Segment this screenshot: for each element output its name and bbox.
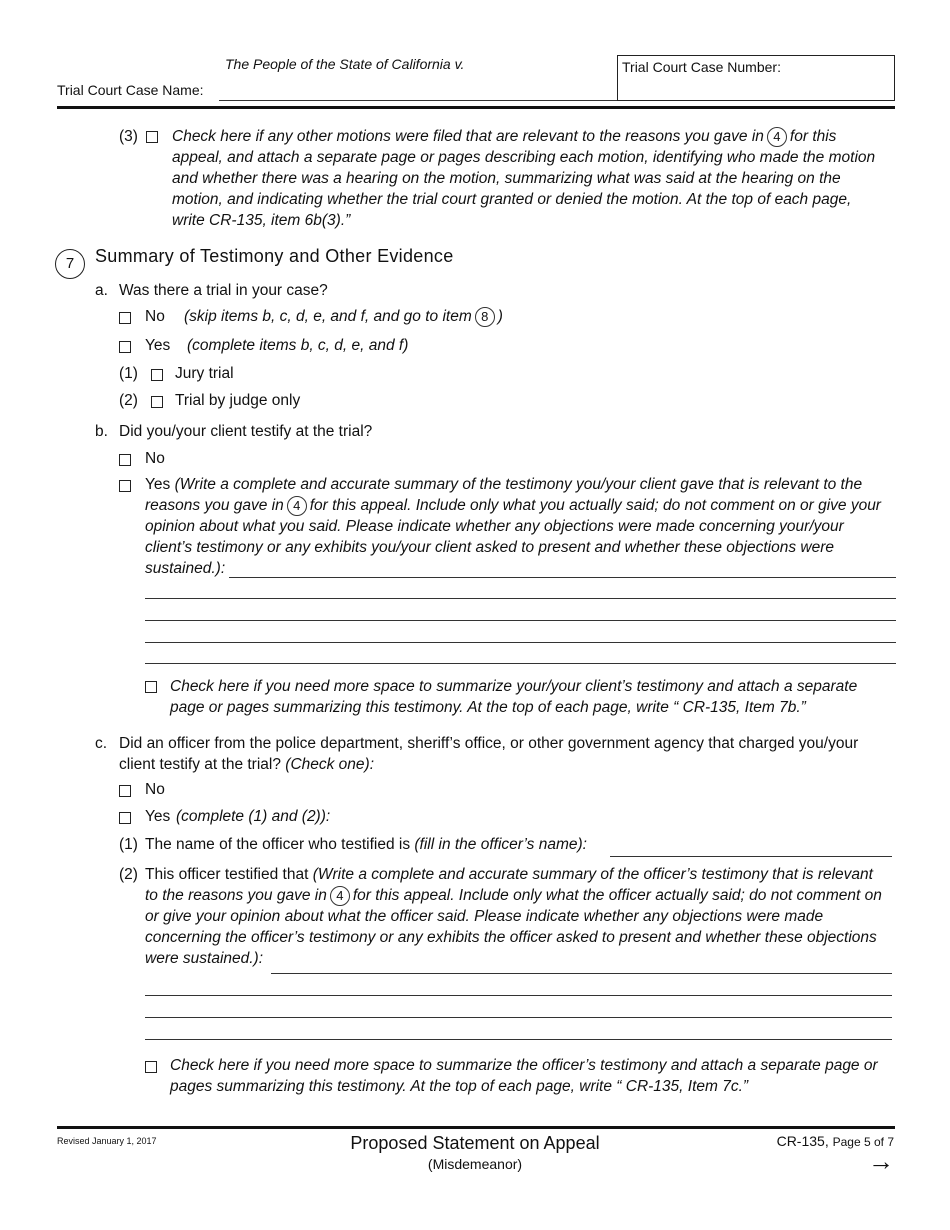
item-4-reference: 4 — [330, 886, 350, 906]
item-7c-more-space-checkbox[interactable] — [145, 1061, 157, 1073]
item-6b3-checkbox[interactable] — [146, 131, 158, 143]
item-7a-question: Was there a trial in your case? — [119, 282, 328, 299]
item-7c1-text: The name of the officer who testified is (fill in the officer’s name): — [145, 836, 587, 853]
item-7a-yes-label: Yes — [145, 337, 171, 354]
item-7b-yes-text: Yes (Write a complete and accurate summary of the testimony you/your client gave that is relevant to the reasons you gave in 4 for this appeal. Include only what you actually said; do not comment on or give your opinion about what you said. Please indicate whether any objections were made concerning your/your client’s testimony or any exhibits you/your client asked to present and whether these objections were sustained.): — [145, 476, 881, 577]
item-7b-yes-label: Yes — [145, 476, 171, 493]
item-7a-no-checkbox[interactable] — [119, 312, 131, 324]
item-7a-yes-note: (complete items b, c, d, e, and f) — [187, 337, 409, 354]
page-number: Page 5 of 7 — [832, 1135, 894, 1149]
item-4-reference: 4 — [767, 127, 787, 147]
item-7b-no-checkbox[interactable] — [119, 454, 131, 466]
section-7-number: 7 — [55, 249, 85, 279]
form-title: Proposed Statement on Appeal — [350, 1133, 600, 1153]
item-7c-yes-checkbox[interactable] — [119, 812, 131, 824]
item-7c2-text: This officer testified that (Write a complete and accurate summary of the officer’s testimony that is relevant to the reasons you gave in 4 for this appeal. Include only what the officer actually said; do not comment on or give your opinion about what the officer said. Please indicate whether any objections were made concerning the officer’s testimony or any exhibits the officer asked to present and whether these objections were sustained.): — [145, 866, 882, 967]
item-7b-answer-line-4[interactable] — [145, 642, 896, 643]
item-7b-letter: b. — [95, 423, 108, 440]
item-7a-letter: a. — [95, 282, 108, 299]
item-7a-opt1-number: (1) — [119, 365, 138, 382]
item-7a-yes-checkbox[interactable] — [119, 341, 131, 353]
case-name-label: Trial Court Case Name: — [57, 82, 204, 98]
officer-name-field[interactable] — [610, 856, 892, 857]
item-7c2-answer-line-2[interactable] — [145, 995, 892, 996]
item-7c-question: Did an officer from the police department, sheriff’s office, or other government agency that charged you/your client testify at the trial? (Check one): — [119, 735, 859, 773]
item-7c-more-space-text: Check here if you need more space to summarize the officer’s testimony and attach a separate page or pages summarizing this testimony. At the top of each page, write “ CR-135, Item 7c.” — [170, 1057, 878, 1095]
judge-trial-checkbox[interactable] — [151, 396, 163, 408]
item-7b-answer-line-3[interactable] — [145, 620, 896, 621]
item-7c-yes-label: Yes — [145, 808, 171, 825]
item-7b-yes-checkbox[interactable] — [119, 480, 131, 492]
header-rule — [57, 106, 895, 109]
item-7c2-answer-line-1[interactable] — [271, 973, 892, 974]
case-title: The People of the State of California v. — [225, 56, 465, 72]
item-7b-question: Did you/your client testify at the trial? — [119, 423, 373, 440]
item-7b-more-space-checkbox[interactable] — [145, 681, 157, 693]
item-6b3-number: (3) — [119, 128, 138, 145]
item-4-reference: 4 — [287, 496, 307, 516]
next-page-arrow-icon[interactable]: → — [868, 1146, 894, 1176]
section-7-title: Summary of Testimony and Other Evidence — [95, 246, 454, 266]
item-8-reference: 8 — [475, 307, 495, 327]
item-7c2-answer-line-4[interactable] — [145, 1039, 892, 1040]
item-7a-opt2-number: (2) — [119, 392, 138, 409]
item-7c-no-checkbox[interactable] — [119, 785, 131, 797]
item-7c2-answer-line-3[interactable] — [145, 1017, 892, 1018]
item-7b-no-label: No — [145, 450, 165, 467]
case-name-field[interactable] — [219, 100, 617, 101]
item-7a-no-note: (skip items b, c, d, e, and f, and go to item 8 ) — [184, 308, 503, 325]
item-7b-more-space-text: Check here if you need more space to summarize your/your client’s testimony and attach a separate page or pages summarizing this testimony. At the top of each page, write “ CR-135, Item 7b.” — [170, 678, 858, 716]
form-subtitle: (Misdemeanor) — [427, 1156, 523, 1172]
revised-date: Revised January 1, 2017 — [57, 1136, 157, 1146]
item-7c-letter: c. — [95, 735, 108, 752]
item-7c1-number: (1) — [119, 836, 138, 853]
item-7c2-number: (2) — [119, 866, 138, 883]
judge-trial-label: Trial by judge only — [175, 392, 301, 409]
item-7c-yes-note: (complete (1) and (2)): — [176, 808, 331, 825]
item-7b-answer-line-5[interactable] — [145, 663, 896, 664]
footer-rule — [57, 1126, 895, 1129]
item-7b-answer-line-1[interactable] — [229, 577, 896, 578]
item-7b-answer-line-2[interactable] — [145, 598, 896, 599]
item-6b3-text: Check here if any other motions were filed that are relevant to the reasons you gave in 4 for this appeal, and attach a separate page or pages describing each motion, identifying who made the motion and whether there was a hearing on the motion, summarizing what was said at the hearing on the motion, and indicating whether the trial court granted or denied the motion. At the top of each page, write CR-135, item 6b(3).” — [172, 128, 876, 229]
item-7c-no-label: No — [145, 781, 165, 798]
item-7a-no-label: No — [145, 308, 165, 325]
form-id-code: CR-135, — [776, 1133, 829, 1149]
jury-trial-checkbox[interactable] — [151, 369, 163, 381]
case-number-label: Trial Court Case Number: — [622, 59, 781, 75]
jury-trial-label: Jury trial — [175, 365, 234, 382]
